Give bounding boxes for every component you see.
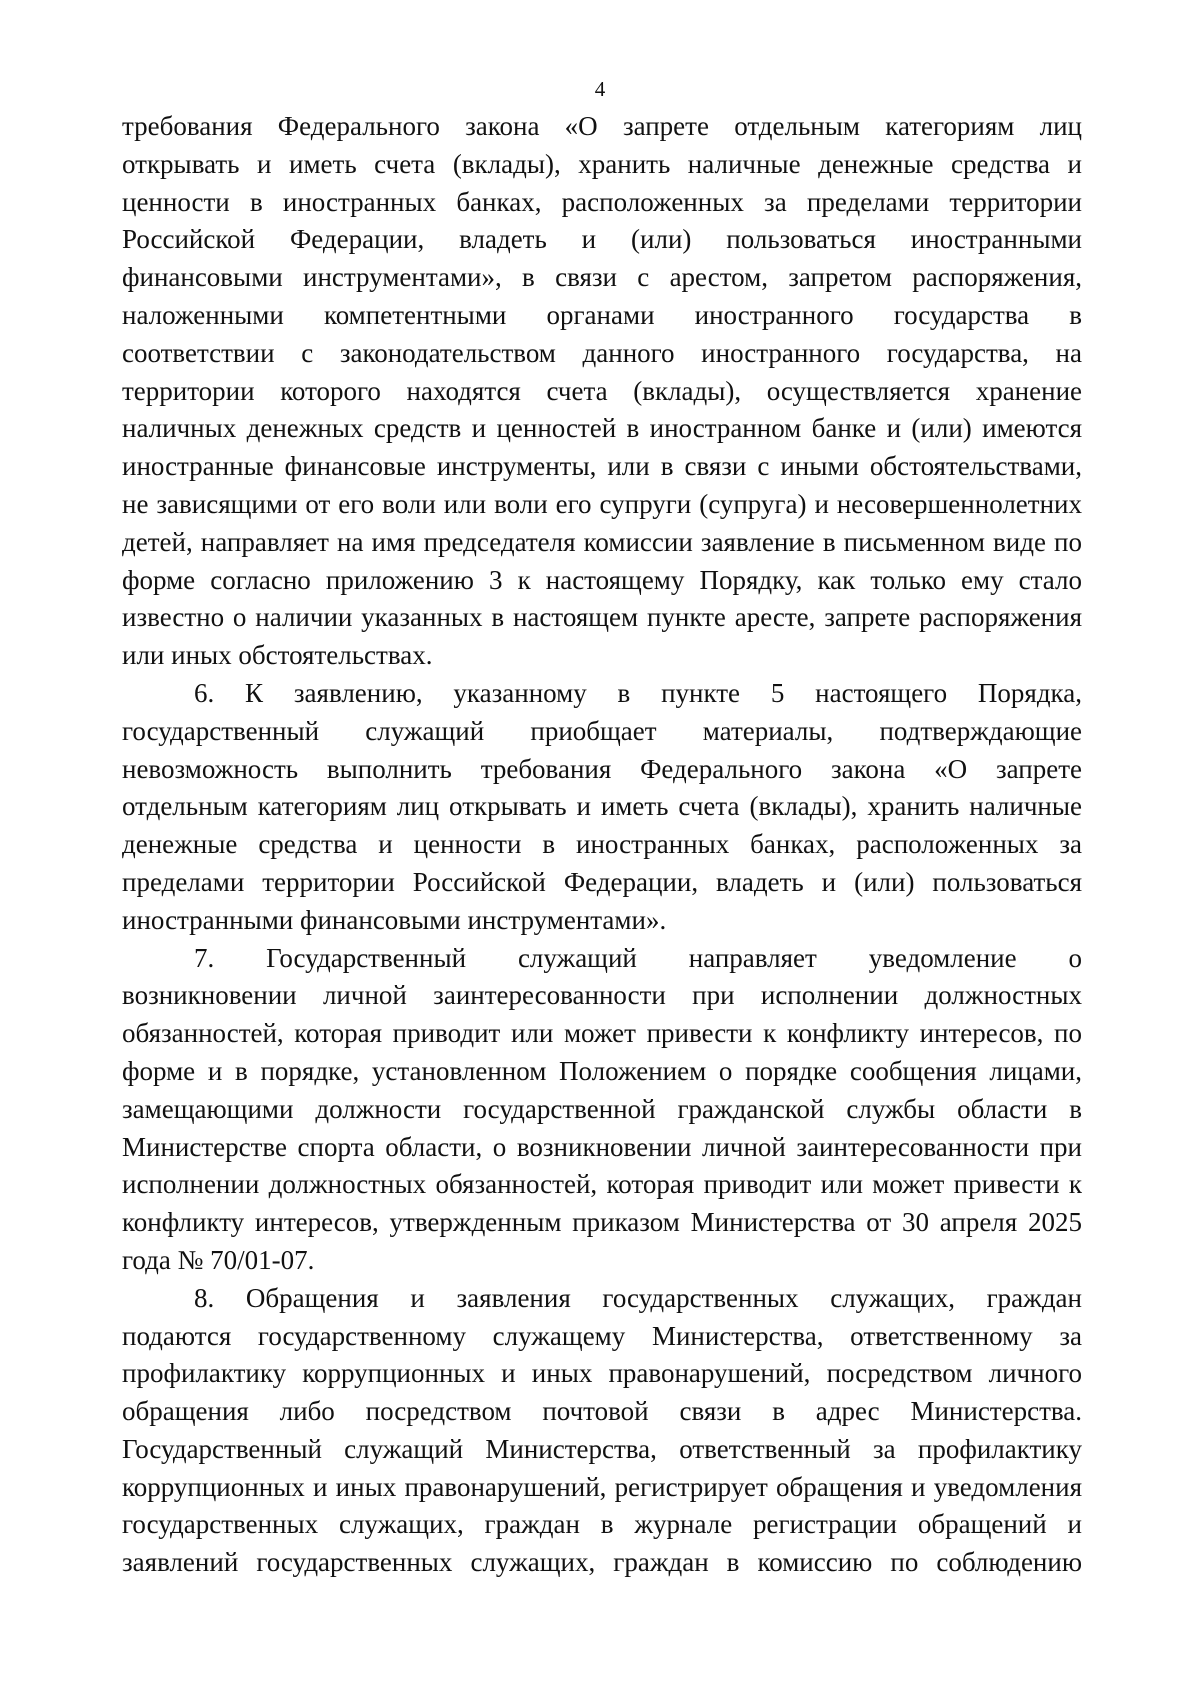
text-line: денежные средства и ценности в иностранных банках, расположенных за	[122, 829, 1082, 860]
text-line: ценности в иностранных банках, расположенных за пределами территории	[122, 186, 1082, 217]
text-line: государственный служащий приобщает материалы, подтверждающие	[122, 715, 1082, 746]
text-line: требования Федерального закона «О запрете отдельным категориям лиц	[122, 111, 1082, 141]
text-line: года № 70/01-07.	[122, 1244, 315, 1275]
text-line: соответствии с законодательством данного иностранного государства, на	[122, 337, 1082, 368]
text-line: не зависящими от его воли или воли его супруги (супруга) и несовершеннолетних	[122, 488, 1082, 519]
text-line: государственных служащих, граждан в журнале регистрации обращений и	[122, 1509, 1082, 1540]
text-line: подаются государственному служащему Министерства, ответственному за	[122, 1320, 1082, 1351]
text-line: иностранные финансовые инструменты, или в связи с иными обстоятельствами,	[122, 451, 1082, 482]
text-line: обязанностей, которая приводит или может привести к конфликту интересов, по	[122, 1018, 1082, 1049]
text-line: отдельным категориям лиц открывать и иметь счета (вклады), хранить наличные	[122, 791, 1082, 822]
text-line: исполнении должностных обязанностей, которая приводит или может привести к	[122, 1169, 1082, 1200]
text-line: или иных обстоятельствах.	[122, 640, 433, 671]
text-line: иностранными финансовыми инструментами».	[122, 904, 667, 935]
page-number: 4	[594, 77, 606, 101]
document-body	[122, 108, 1082, 1582]
text-line: коррупционных и иных правонарушений, регистрирует обращения и уведомления	[122, 1471, 1082, 1502]
text-line: детей, направляет на имя председателя комиссии заявление в письменном виде по	[122, 526, 1082, 557]
text-line: возникновении личной заинтересованности при исполнении должностных	[122, 980, 1082, 1011]
text-line: 7. Государственный служащий направляет уведомление о	[194, 942, 1082, 973]
text-line: Государственный служащий Министерства, ответственный за профилактику	[122, 1433, 1082, 1464]
text-line: заявлений государственных служащих, граждан в комиссию по соблюдению	[122, 1547, 1082, 1578]
text-line: наложенными компетентными органами иностранного государства в	[122, 299, 1082, 330]
text-line: пределами территории Российской Федерации, владеть и (или) пользоваться	[122, 866, 1082, 897]
text-line: известно о наличии указанных в настоящем пункте аресте, запрете распоряжения	[122, 602, 1082, 633]
text-line: 6. К заявлению, указанному в пункте 5 настоящего Порядка,	[194, 677, 1082, 708]
text-line: форме и в порядке, установленном Положением о порядке сообщения лицами,	[122, 1055, 1082, 1086]
text-line: территории которого находятся счета (вклады), осуществляется хранение	[122, 375, 1082, 406]
text-line: наличных денежных средств и ценностей в иностранном банке и (или) имеются	[122, 413, 1082, 444]
text-line: открывать и иметь счета (вклады), хранить наличные денежные средства и	[122, 148, 1082, 179]
text-line: Министерстве спорта области, о возникновении личной заинтересованности при	[122, 1131, 1082, 1162]
text-line: конфликту интересов, утвержденным приказом Министерства от 30 апреля 2025	[122, 1207, 1082, 1238]
text-line: невозможность выполнить требования Федерального закона «О запрете	[122, 753, 1082, 784]
text-line: обращения либо посредством почтовой связи в адрес Министерства.	[122, 1396, 1082, 1427]
text-line: 8. Обращения и заявления государственных служащих, граждан	[194, 1282, 1082, 1313]
text-line: Российской Федерации, владеть и (или) пользоваться иностранными	[122, 224, 1082, 255]
text-line: замещающими должности государственной гражданской службы области в	[122, 1093, 1082, 1124]
text-line: профилактику коррупционных и иных правонарушений, посредством личного	[122, 1358, 1082, 1389]
text-line: финансовыми инструментами», в связи с арестом, запретом распоряжения,	[122, 262, 1082, 293]
text-line: форме согласно приложению 3 к настоящему Порядку, как только ему стало	[122, 564, 1082, 595]
